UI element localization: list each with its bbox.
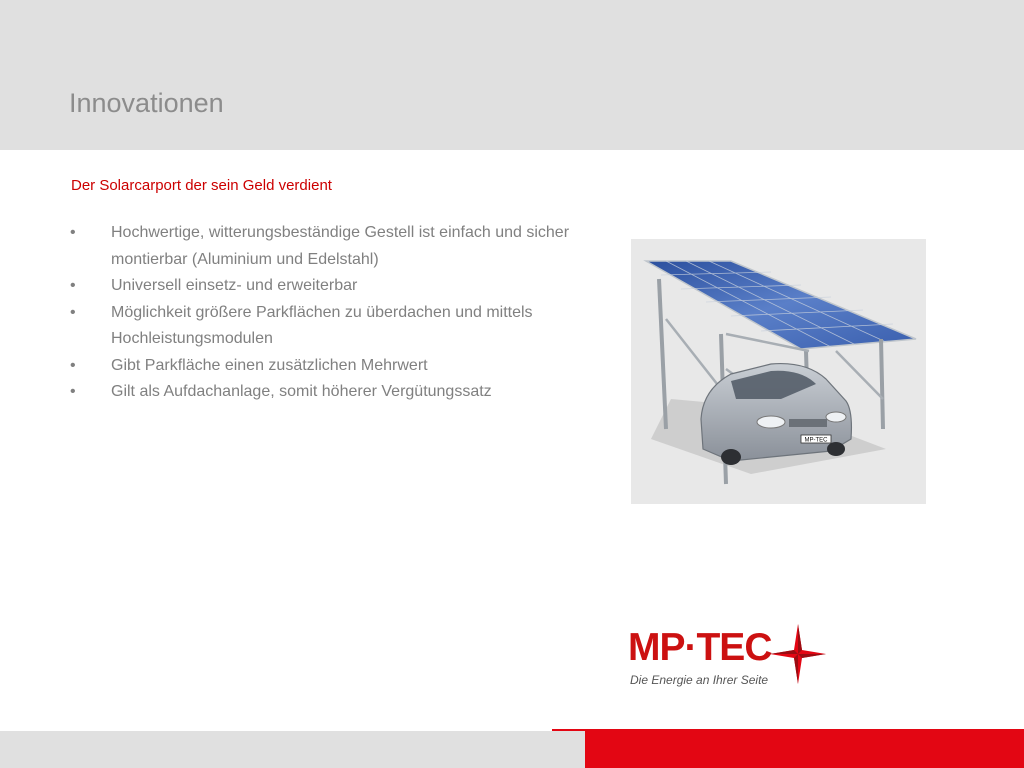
solar-carport-illustration: [631, 239, 926, 504]
bullet-icon: •: [70, 224, 76, 241]
list-item: [70, 273, 590, 300]
page-title: Innovationen: [69, 88, 224, 118]
slide-subtitle: Der Solarcarport der sein Geld verdient: [71, 177, 332, 194]
bullet-text: Universell einsetz- und erweiterbar: [111, 277, 358, 294]
logo-wordmark: MP·TEC: [628, 626, 772, 669]
logo-tagline: Die Energie an Ihrer Seite: [630, 673, 769, 687]
header-band: [0, 0, 1024, 150]
footer-accent-block: [585, 731, 1024, 768]
bullet-text: Hochwertige, witterungsbeständige Gestell ist einfach und sicher montierbar (Aluminium und Edelstahl): [111, 224, 570, 268]
list-item: [70, 220, 590, 273]
bullet-list: [70, 220, 590, 406]
bullet-icon: •: [70, 303, 76, 321]
bullet-icon: •: [70, 277, 76, 294]
list-item: [70, 353, 590, 380]
list-item: [70, 379, 590, 406]
mptec-logo: [628, 622, 858, 690]
bullet-icon: •: [70, 383, 76, 400]
bullet-text: Gibt Parkfläche einen zusätzlichen Mehrwert: [111, 356, 428, 374]
list-item: [70, 300, 590, 353]
solar-carport-photo: [631, 239, 926, 504]
bullet-text: Möglichkeit größere Parkflächen zu überdachen und mittels Hochleistungsmodulen: [111, 303, 533, 347]
bullet-text: Gilt als Aufdachanlage, somit höherer Vergütungssatz: [111, 383, 492, 400]
license-plate-text: MP-TEC: [804, 437, 828, 444]
bullet-icon: •: [70, 356, 76, 374]
compass-star-icon: [768, 622, 828, 686]
